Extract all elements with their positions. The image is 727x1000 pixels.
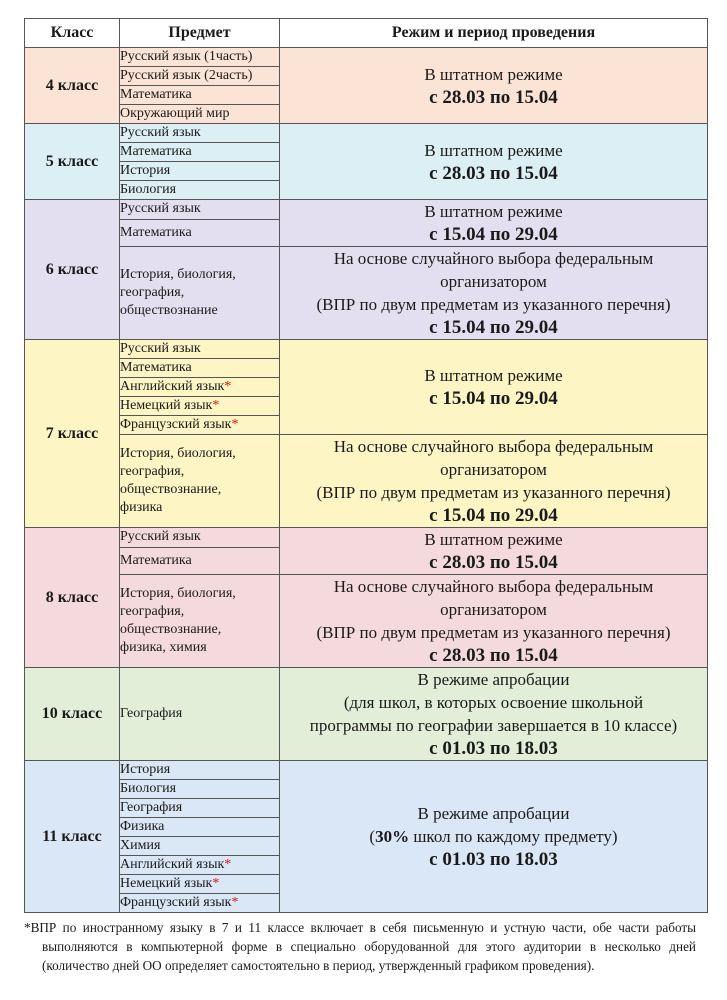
mode-text: организатором [440,600,547,619]
subject-line: география, [120,464,185,479]
grade-6-mode [280,200,708,247]
mode-text: В штатном режиме [424,64,563,84]
mode-text: На основе случайного выбора федеральным [333,577,654,596]
footnote-text [24,918,696,975]
header-mode: Режим и период проведения [280,19,708,48]
period-text: с 15.04 по 29.04 [429,505,558,526]
subject-cell: Русский язык [120,340,280,359]
period-text: с 28.03 по 15.04 [429,552,558,573]
subject-cell: Физика [120,818,280,837]
subject-cell: История [120,761,280,780]
subject-cell [120,397,280,416]
header-grade: Класс [25,19,120,48]
subject-label: Английский язык [120,379,225,394]
subject-cell: Русский язык [120,528,280,548]
mode-text: В штатном режиме [424,140,563,160]
subject-cell: Математика [120,86,280,105]
mode-text: В штатном режиме [424,530,563,549]
mode-text: организатором [440,460,547,479]
subject-cell: Русский язык (1часть) [120,48,280,67]
mode-text: (ВПР по двум предметам из указанного перечня) [316,483,671,502]
grade-11-label: 11 класс [25,761,120,913]
table-row [25,668,708,761]
subject-cell: Химия [120,837,280,856]
period-text: с 15.04 по 29.04 [429,224,558,245]
subject-line: физика [120,500,163,515]
subject-line: История, биология, [120,446,236,461]
grade-7-label: 7 класс [25,340,120,528]
table-row [25,528,708,548]
subject-cell: Биология [120,181,280,200]
grade-8-label: 8 класс [25,528,120,668]
grade-6-label: 6 класс [25,200,120,340]
subject-line: обществознание, [120,622,222,637]
subject-cell: Биология [120,780,280,799]
asterisk-mark: * [231,417,239,432]
subject-cell: Математика [120,143,280,162]
mode-text [280,825,707,848]
subject-line: физика, химия [120,640,207,655]
subject-line: обществознание [120,303,218,318]
subject-cell [120,856,280,875]
grade-4-mode [280,48,708,124]
subject-label: Французский язык [120,417,232,432]
grade-6-random-mode [280,247,708,340]
table-row [25,435,708,528]
mode-text: В штатном режиме [424,202,563,221]
grade-8-random-mode [280,575,708,668]
header-subject: Предмет [120,19,280,48]
period-text: с 15.04 по 29.04 [429,317,558,338]
mode-text: В режиме апробации [417,670,570,689]
table-row [25,48,708,67]
table-row [25,247,708,340]
mode-text: (ВПР по двум предметам из указанного перечня) [316,623,671,642]
grade-8-mode [280,528,708,575]
mode-text: В штатном режиме [424,366,563,385]
mode-text-rest: школ по каждому предмету) [409,827,618,846]
period-text: с 28.03 по 15.04 [429,162,558,184]
period-text: с 28.03 по 15.04 [429,86,558,108]
table-row [25,124,708,143]
asterisk-mark: * [224,857,232,872]
grade-11-mode [280,761,708,913]
subject-line: История, биология, [120,267,236,282]
subject-cell: Русский язык [120,200,280,220]
footnote-rest: обе части работы выполняются в компьютерной форме в специально оборудованной для этого аудитории в несколько дней (количество дней ОО определяет самостоятельно в период, утвержденный графиком проведения). [42,920,696,973]
table-row [25,761,708,780]
subject-cell: География [120,668,280,761]
subject-line: география, [120,285,185,300]
subject-cell [120,875,280,894]
subject-label: Немецкий язык [120,876,213,891]
footnote-line1: *ВПР по иностранному языку в 7 и 11 классе включает в себя письменную и устную части, [24,920,587,935]
subject-cell: История [120,162,280,181]
subject-cell: Окружающий мир [120,105,280,124]
subject-line: география, [120,604,185,619]
grade-10-mode [280,668,708,761]
subject-cell: Русский язык [120,124,280,143]
grade-7-mode [280,340,708,435]
subject-line: История, биология, [120,586,236,601]
grade-5-mode [280,124,708,200]
asterisk-mark: * [212,876,220,891]
subject-cell: География [120,799,280,818]
period-text: с 15.04 по 29.04 [429,388,558,409]
period-text: с 28.03 по 15.04 [429,645,558,666]
subject-label: Английский язык [120,857,225,872]
subject-cell: Математика [120,219,280,246]
table-row [25,575,708,668]
percent-value: 30% [375,827,410,846]
subject-line: обществознание, [120,482,222,497]
mode-text: программы по географии завершается в 10 классе) [309,716,678,735]
subject-group-cell [120,435,280,528]
asterisk-mark: * [231,895,239,910]
mode-text: (ВПР по двум предметам из указанного перечня) [316,295,671,314]
paren-open: ( [369,827,376,846]
subject-cell: Русский язык (2часть) [120,67,280,86]
schedule-table [24,18,708,913]
subject-label: Французский язык [120,895,232,910]
subject-cell: Математика [120,359,280,378]
subject-cell [120,378,280,397]
subject-cell [120,416,280,435]
table-header-row [25,19,708,48]
mode-text: На основе случайного выбора федеральным [333,249,654,268]
grade-5-label: 5 класс [25,124,120,200]
mode-text: На основе случайного выбора федеральным [333,437,654,456]
period-text: с 01.03 по 18.03 [429,849,558,870]
asterisk-mark: * [224,379,232,394]
period-text: с 01.03 по 18.03 [429,738,558,759]
subject-cell: Математика [120,547,280,574]
subject-cell [120,894,280,913]
asterisk-mark: * [212,398,220,413]
mode-text: (для школ, в которых освоение школьной [343,693,644,712]
grade-4-label: 4 класс [25,48,120,124]
mode-text: В режиме апробации [417,804,570,823]
subject-label: Немецкий язык [120,398,213,413]
mode-text: организатором [440,272,547,291]
table-row [25,340,708,359]
table-row [25,200,708,220]
grade-10-label: 10 класс [25,668,120,761]
grade-7-random-mode [280,435,708,528]
footnote [24,918,696,975]
subject-group-cell [120,247,280,340]
subject-group-cell [120,575,280,668]
